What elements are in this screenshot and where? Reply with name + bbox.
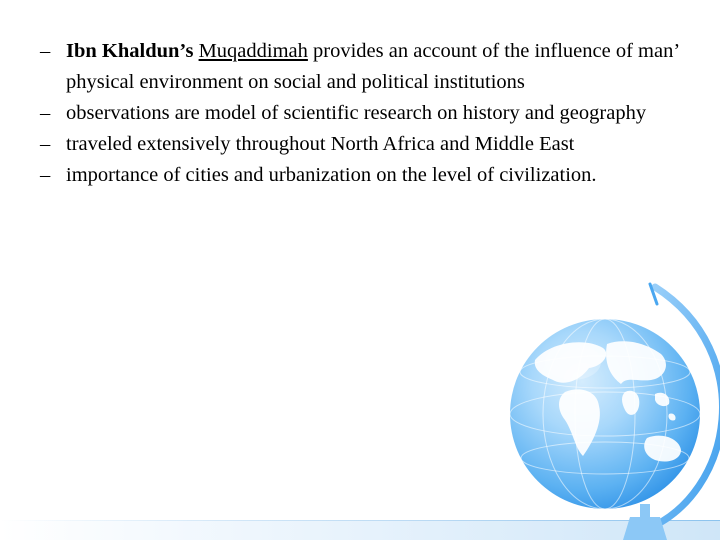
bullet-text: observations are model of scientific research on history and geography (66, 102, 647, 124)
bullet-marker: – (40, 164, 51, 186)
author-name: Ibn Khaldun’s (66, 40, 194, 62)
bullet-text: importance of cities and urbanization on the level of civilization. (66, 164, 597, 186)
bullet-text: provides an account of the influence of man’ physical environment on social and political institutions (66, 40, 679, 93)
bullet-item (40, 98, 680, 129)
bullet-item (40, 129, 680, 160)
bullet-list (40, 36, 680, 191)
bullet-marker: – (40, 102, 51, 124)
bullet-item (40, 160, 680, 191)
bullet-item (40, 36, 680, 98)
book-title: Muqaddimah (198, 40, 308, 62)
bullet-marker: – (40, 133, 51, 155)
bullet-marker: – (40, 40, 51, 62)
globe-icon (495, 282, 720, 540)
bullet-text: traveled extensively throughout North Africa and Middle East (66, 133, 575, 155)
